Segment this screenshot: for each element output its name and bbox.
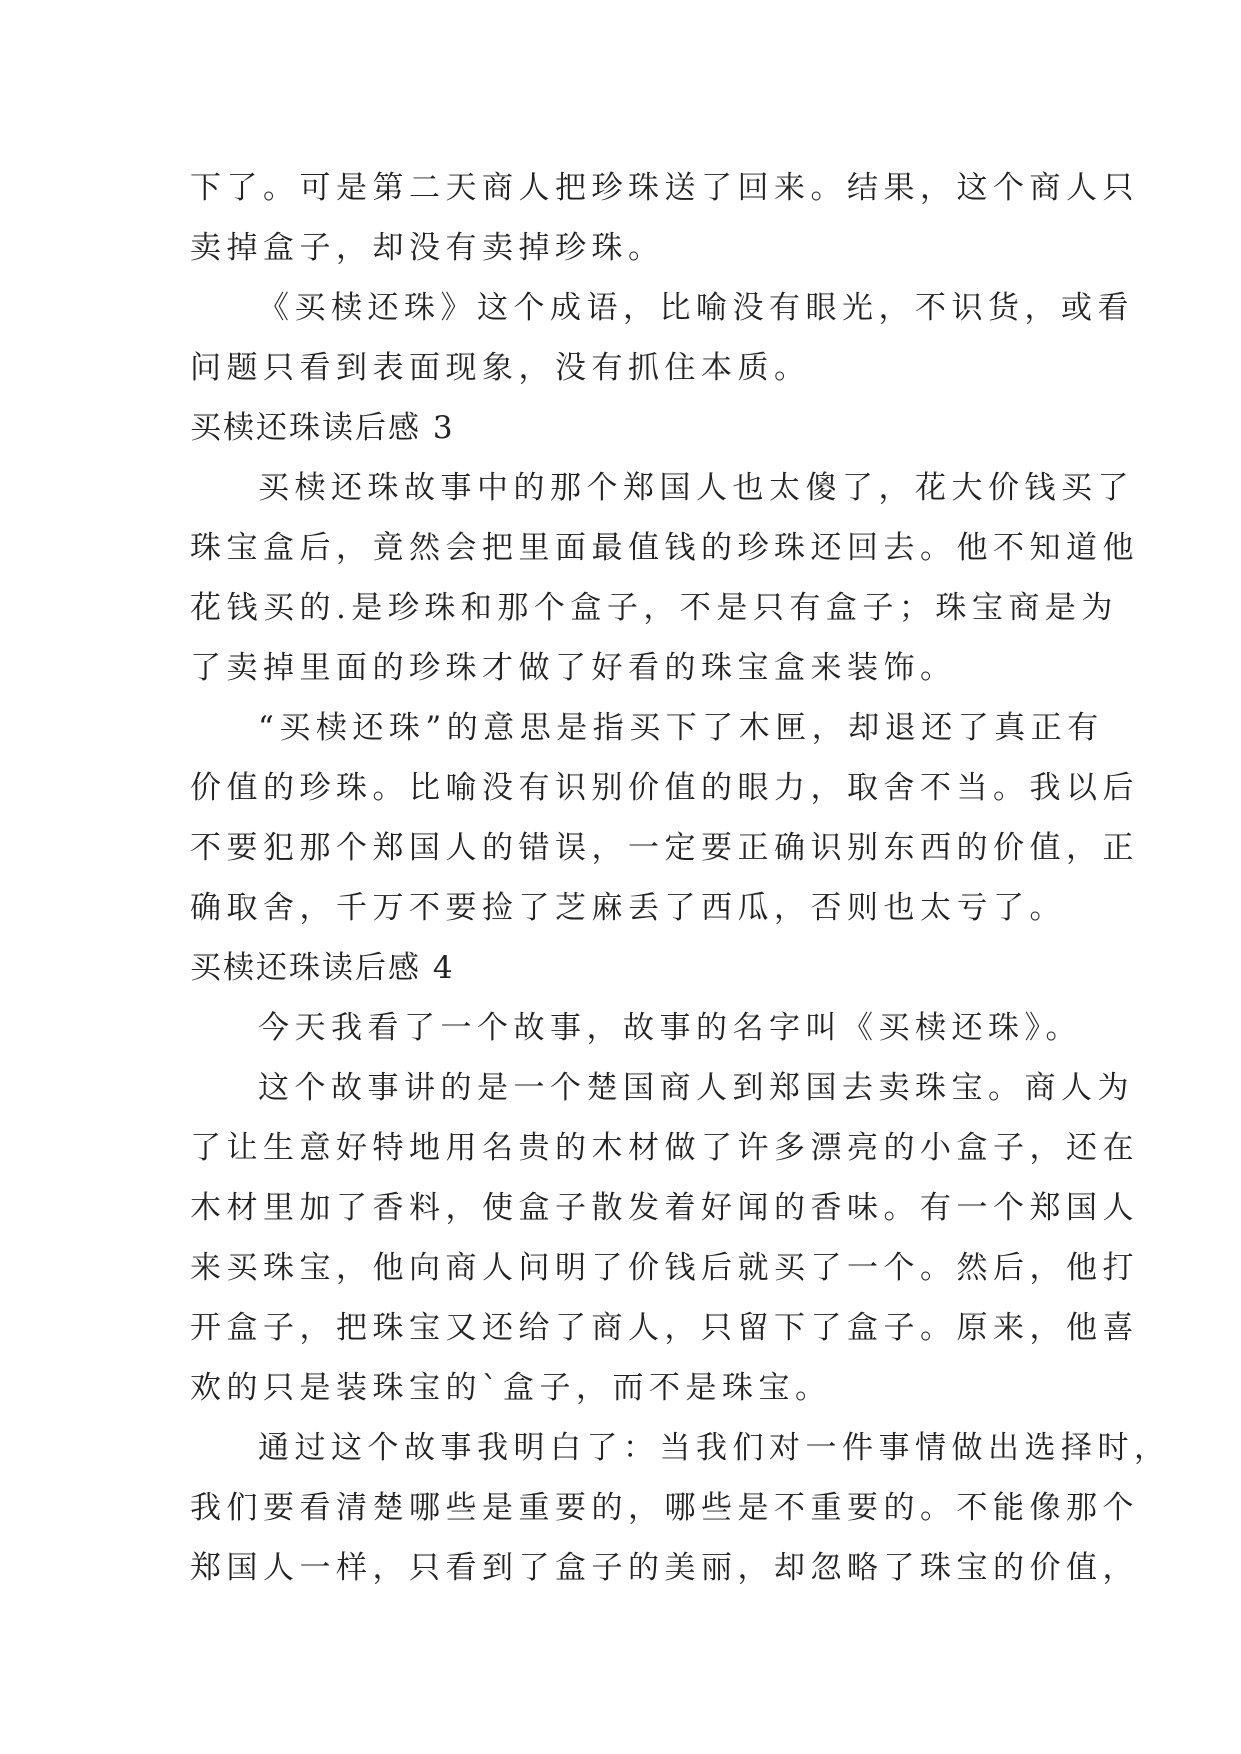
- text-line: “买椟还珠”的意思是指买下了木匣，却退还了真正有: [258, 710, 1104, 746]
- text-line: 买椟还珠故事中的那个郑国人也太傻了，花大价钱买了: [258, 470, 1134, 506]
- text-line: 欢的只是装珠宝的`盒子，而不是珠宝。: [190, 1370, 832, 1406]
- section-heading: 买椟还珠读后感 4: [190, 950, 455, 986]
- text-line: 珠宝盒后，竟然会把里面最值钱的珍珠还回去。他不知道他: [190, 530, 1139, 566]
- text-line: 来买珠宝，他向商人问明了价钱后就买了一个。然后，他打: [190, 1250, 1139, 1286]
- text-line: 花钱买的.是珍珠和那个盒子，不是只有盒子；珠宝商是为: [190, 590, 1118, 626]
- text-line: 卖掉盒子，却没有卖掉珍珠。: [190, 230, 665, 266]
- text-line: 通过这个故事我明白了：当我们对一件事情做出选择时，: [258, 1430, 1171, 1466]
- text-line: 木材里加了香料，使盒子散发着好闻的香味。有一个郑国人: [190, 1190, 1139, 1226]
- text-line: 了卖掉里面的珍珠才做了好看的珠宝盒来装饰。: [190, 650, 957, 686]
- text-line: 问题只看到表面现象，没有抓住本质。: [190, 350, 811, 386]
- section-heading: 买椟还珠读后感 3: [190, 410, 455, 446]
- text-line: 价值的珍珠。比喻没有识别价值的眼力，取舍不当。我以后: [190, 770, 1139, 806]
- text-line: 郑国人一样，只看到了盒子的美丽，却忽略了珠宝的价值，: [190, 1550, 1139, 1586]
- text-line: 今天我看了一个故事，故事的名字叫《买椟还珠》。: [258, 1010, 1082, 1046]
- document-body: [190, 158, 1171, 1598]
- text-line: 这个故事讲的是一个楚国商人到郑国去卖珠宝。商人为: [258, 1070, 1134, 1106]
- text-line: 《买椟还珠》这个成语，比喻没有眼光，不识货，或看: [258, 290, 1134, 326]
- text-line: 我们要看清楚哪些是重要的，哪些是不重要的。不能像那个: [190, 1490, 1139, 1526]
- text-line: 开盒子，把珠宝又还给了商人，只留下了盒子。原来，他喜: [190, 1310, 1139, 1346]
- text-line: 了让生意好特地用名贵的木材做了许多漂亮的小盒子，还在: [190, 1130, 1139, 1166]
- text-line: 下了。可是第二天商人把珍珠送了回来。结果，这个商人只: [190, 170, 1139, 206]
- text-line: 不要犯那个郑国人的错误，一定要正确识别东西的价值，正: [190, 830, 1139, 866]
- text-line: 确取舍，千万不要捡了芝麻丢了西瓜，否则也太亏了。: [190, 890, 1066, 926]
